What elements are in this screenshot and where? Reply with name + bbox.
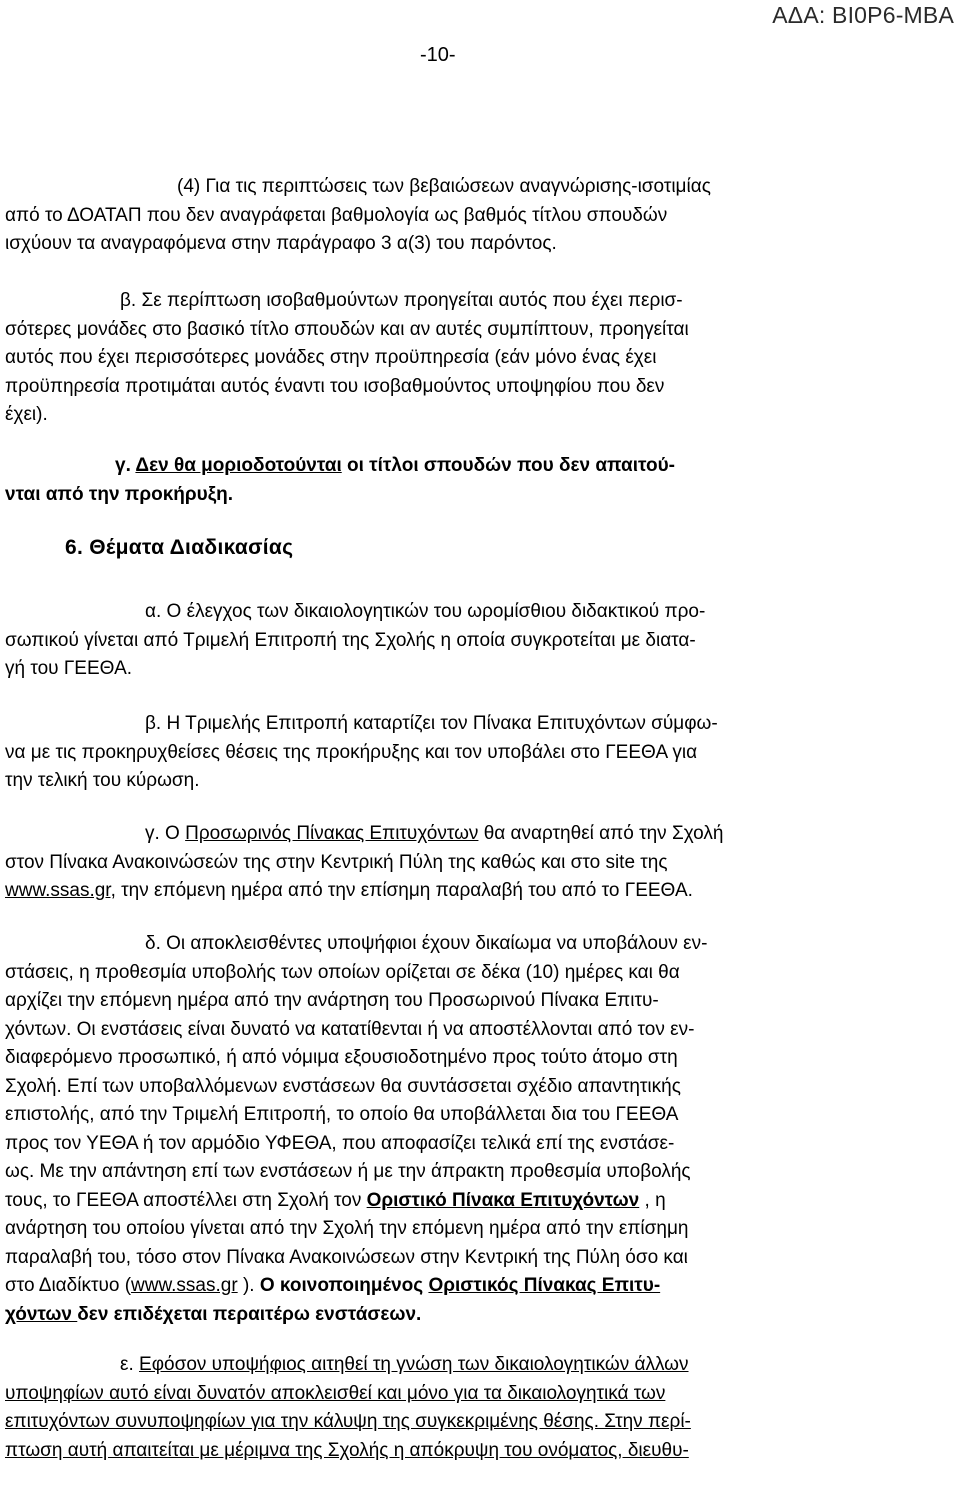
pg-underlined: Δεν θα μοριοδοτούνται <box>135 455 342 476</box>
s6d-line-1: δ. Οι αποκλεισθέντες υποψήφιοι έχουν δικαίωμα να υποβάλουν εν- <box>145 933 708 954</box>
s6d-line-8: προς τον ΥΕΘΑ ή τον αρμόδιο ΥΦΕΘΑ, που αποφασίζει τελικά επί της ενστάσε- <box>5 1132 675 1154</box>
s6d-l10-post: , η <box>639 1189 666 1211</box>
section-6-title: 6. Θέματα Διαδικασίας <box>65 536 294 559</box>
s6b-line-2: να με τις προκηρυχθείσες θέσεις της προκήρυξης και τον υποβάλει στο ΓΕΕΘΑ για <box>5 741 698 763</box>
pg-line-1 <box>5 452 887 481</box>
s6c-rest: θα αναρτηθεί από την Σχολή <box>478 823 724 844</box>
section-6a <box>5 598 887 684</box>
s6e-line-1 <box>5 1351 887 1380</box>
s6d-line-13 <box>5 1272 887 1301</box>
s6e-line-2: υποψηφίων αυτό είναι δυνατόν αποκλεισθεί και μόνο για τα δικαιολογητικά των <box>5 1382 666 1404</box>
paragraph-g <box>5 452 887 509</box>
s6e-line-3: επιτυχόντων συνυποψηφίων για την κάλυψη της συγκεκριμένης θέσης. Στην περί- <box>5 1411 691 1432</box>
pb-line-4: προϋπηρεσία προτιμάται αυτός έναντι του ισοβαθμούντος υποψηφίου που δεν <box>5 375 665 397</box>
pg-rest: οι τίτλοι σπουδών που δεν απαιτού- <box>341 455 675 476</box>
final-table-label: Οριστικό Πίνακα Επιτυχόντων <box>366 1189 640 1211</box>
s6a-line-2: σωπικού γίνεται από Τριμελή Επιτροπή της Σχολής η οποία συγκροτείται με διατα- <box>5 629 696 651</box>
s6b-line-1: β. Η Τριμελής Επιτροπή καταρτίζει τον Πίνακα Επιτυχόντων σύμφω- <box>145 713 718 734</box>
s6e-l1: Εφόσον υποψήφιος αιτηθεί τη γνώση των δικαιολογητικών άλλων <box>139 1354 689 1375</box>
s6c-underlined: Προσωρινός Πίνακας Επιτυχόντων <box>185 823 479 844</box>
s6d-line-5: διαφερόμενο προσωπικό, ή από νόμιμα εξουσιοδοτημένο προς τούτο άτομο στη <box>5 1047 678 1068</box>
s6c-prefix: γ. Ο <box>145 823 186 844</box>
s6d-l13-bold-ul: Οριστικός Πίνακας Επιτυ- <box>428 1275 661 1296</box>
s6d-line-6: Σχολή. Επί των υποβαλλόμενων ενστάσεων θα συντάσσεται σχέδιο απαντητικής <box>5 1075 681 1097</box>
p4-line-3: ισχύουν τα αναγραφόμενα στην παράγραφο 3 α(3) του παρόντος. <box>5 233 557 254</box>
section-6c <box>5 820 887 906</box>
s6d-line-10 <box>5 1187 887 1216</box>
s6d-l10-pre: τους, το ΓΕΕΘΑ αποστέλλει στη Σχολή τον <box>5 1189 367 1211</box>
section-6b <box>5 710 887 796</box>
pg-prefix: γ. <box>115 455 136 476</box>
ada-code: ΑΔΑ: ΒΙ0Ρ6-ΜΒΑ <box>772 2 954 28</box>
s6d-line-9: ως. Με την απάντηση επί των ενστάσεων ή με την άπρακτη προθεσμία υποβολής <box>5 1161 691 1182</box>
ssas-link[interactable]: www.ssas.gr, <box>5 880 116 901</box>
s6e-prefix: ε. <box>120 1354 140 1375</box>
s6e-line-4: πτωση αυτή απαιτείται με μέριμνα της Σχολής η απόκρυψη του ονόματος, διευθυ- <box>5 1439 689 1461</box>
s6d-l13-bold: Ο κοινοποιημένος <box>259 1275 429 1296</box>
s6d-l14-bold-ul: χόντων <box>5 1303 78 1325</box>
s6a-line-3: γή του ΓΕΕΘΑ. <box>5 658 133 679</box>
page-number: -10- <box>420 44 456 66</box>
pb-line-5: έχει). <box>5 404 48 425</box>
section-6d <box>5 930 887 1329</box>
s6c-line-3-rest: την επόμενη ημέρα από την επίσημη παραλαβή του από το ΓΕΕΘΑ. <box>115 880 693 901</box>
s6c-line-2: στον Πίνακα Ανακοινώσεών της στην Κεντρική Πύλη της καθώς και στο site της <box>5 851 668 873</box>
s6a-line-1: α. Ο έλεγχος των δικαιολογητικών του ωρομίσθιου διδακτικού προ- <box>145 601 706 622</box>
s6d-line-3: αρχίζει την επόμενη ημέρα από την ανάρτηση του Προσωρινού Πίνακα Επιτυ- <box>5 990 659 1011</box>
s6d-line-11: ανάρτηση του οποίου γίνεται από την Σχολή την επόμενη ημέρα από την επίσημη <box>5 1218 689 1239</box>
p4-line-1: (4) Για τις περιπτώσεις των βεβαιώσεων αναγνώρισης-ισοτιμίας <box>177 176 711 197</box>
pb-line-3: αυτός που έχει περισσότερες μονάδες στην προϋπηρεσία (εάν μόνο ένας έχει <box>5 347 657 368</box>
p4-line-2: από το ΔΟΑΤΑΠ που δεν αναγράφεται βαθμολογία ως βαθμός τίτλου σπουδών <box>5 204 668 226</box>
pb-line-1: β. Σε περίπτωση ισοβαθμούντων προηγείται αυτός που έχει περισ- <box>120 290 683 311</box>
s6c-line-1 <box>5 820 887 849</box>
s6d-line-12: παραλαβή του, τόσο στον Πίνακα Ανακοινώσεων στην Κεντρική της Πύλη όσο και <box>5 1246 688 1268</box>
s6b-line-3: την τελική του κύρωση. <box>5 770 200 791</box>
s6d-line-4: χόντων. Οι ενστάσεις είναι δυνατό να κατατίθενται ή να αποστέλλονται από τον εν- <box>5 1018 695 1040</box>
s6d-line-14 <box>5 1301 887 1330</box>
paragraph-4 <box>5 173 887 259</box>
s6d-line-2: στάσεις, η προθεσμία υποβολής των οποίων ορίζεται σε δέκα (10) ημέρες και θα <box>5 961 680 983</box>
s6d-l13-mid: ). <box>237 1275 260 1296</box>
s6d-l14-bold: δεν επιδέχεται περαιτέρω ενστάσεων. <box>77 1303 422 1325</box>
s6d-l13-pre: στο Διαδίκτυο ( <box>5 1275 132 1296</box>
s6d-line-7: επιστολής, από την Τριμελή Επιτροπή, το οποίο θα υποβάλλεται δια του ΓΕΕΘΑ <box>5 1104 679 1125</box>
pg-line-2: νται από την προκήρυξη. <box>5 483 234 505</box>
pb-line-2: σότερες μονάδες στο βασικό τίτλο σπουδών και αν αυτές συμπίπτουν, προηγείται <box>5 318 689 340</box>
s6c-line-3 <box>5 877 887 906</box>
section-6e <box>5 1351 887 1465</box>
paragraph-b <box>5 287 887 430</box>
ssas-link-2[interactable]: www.ssas.gr <box>131 1275 238 1296</box>
